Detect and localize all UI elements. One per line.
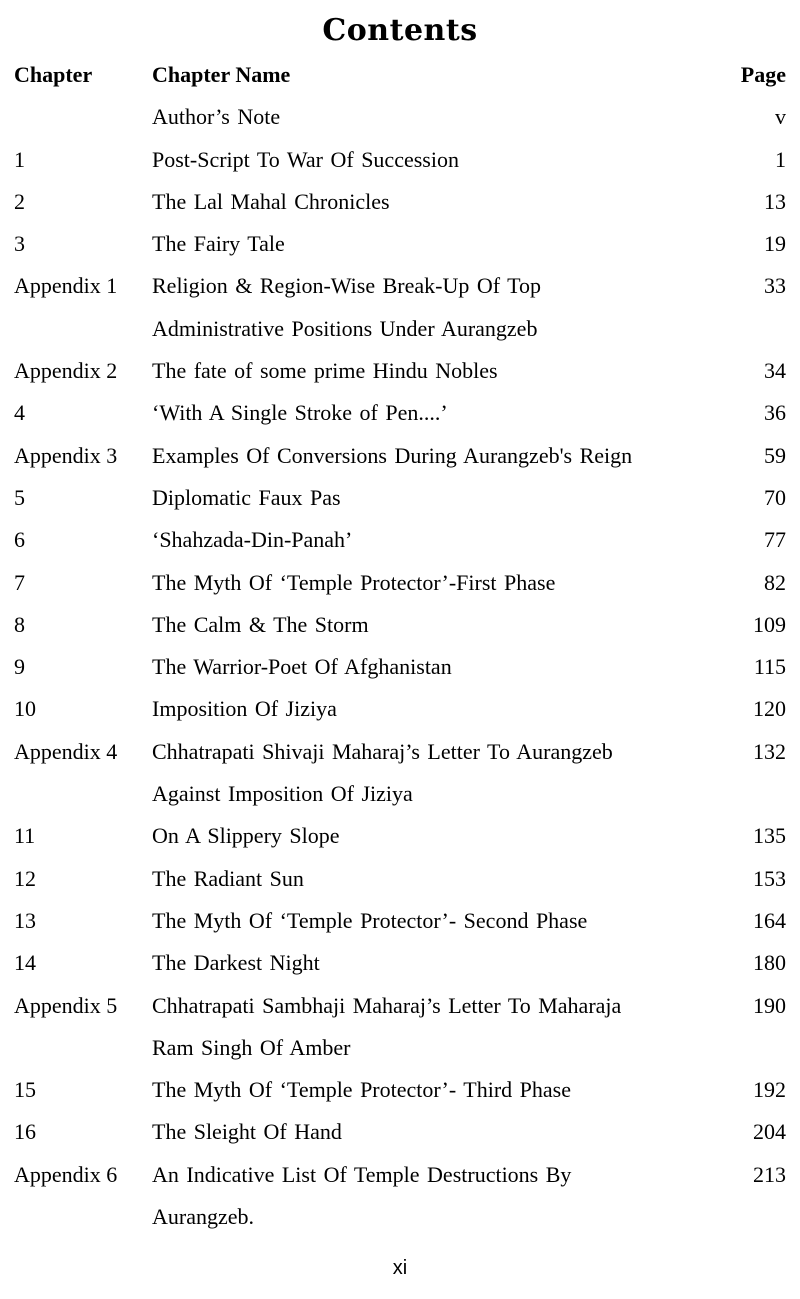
page-cell: 115 bbox=[753, 654, 786, 680]
chapter-cell: 13 bbox=[14, 907, 36, 933]
chapter-cell: 15 bbox=[14, 1077, 36, 1103]
toc-row-appendix2 bbox=[14, 350, 786, 392]
chapter-name-line: An Indicative List Of Temple Destructions By bbox=[152, 1161, 572, 1187]
toc-row-appendix5 bbox=[14, 985, 786, 1070]
page-cell: 34 bbox=[764, 358, 786, 384]
chapter-name-line: The Sleight Of Hand bbox=[152, 1119, 342, 1145]
folio-page-number: xi bbox=[392, 1257, 408, 1279]
name-cell bbox=[152, 985, 722, 1070]
chapter-cell: 7 bbox=[14, 569, 25, 595]
page-cell: 33 bbox=[764, 273, 786, 299]
chapter-name-line: Author’s Note bbox=[152, 104, 281, 130]
toc-row-ch16 bbox=[14, 1111, 786, 1153]
chapter-cell: 6 bbox=[14, 527, 25, 553]
chapter-name-line: The Lal Mahal Chronicles bbox=[152, 188, 390, 214]
toc-header-row bbox=[14, 54, 786, 96]
page-cell: 135 bbox=[753, 823, 786, 849]
toc-row-ch13 bbox=[14, 900, 786, 942]
name-cell bbox=[152, 815, 722, 857]
page-cell: 164 bbox=[753, 907, 786, 933]
toc-row-ch10 bbox=[14, 688, 786, 730]
chapter-name-line: On A Slippery Slope bbox=[152, 823, 340, 849]
chapter-cell: 11 bbox=[14, 823, 36, 849]
chapter-cell: 1 bbox=[14, 146, 25, 172]
chapter-cell: 2 bbox=[14, 188, 25, 214]
page-title: Contents bbox=[322, 13, 478, 48]
name-cell bbox=[152, 435, 722, 477]
toc-row-ch4 bbox=[14, 392, 786, 434]
chapter-name-line: Aurangzeb. bbox=[152, 1204, 255, 1230]
chapter-name-line: Ram Singh Of Amber bbox=[152, 1034, 351, 1060]
chapter-cell: Appendix 4 bbox=[14, 738, 118, 764]
chapter-cell: 12 bbox=[14, 865, 36, 891]
name-cell bbox=[152, 477, 722, 519]
name-cell bbox=[152, 1069, 722, 1111]
name-cell bbox=[152, 942, 722, 984]
chapter-cell: 8 bbox=[14, 611, 25, 637]
name-cell bbox=[152, 392, 722, 434]
toc-row-ch8 bbox=[14, 604, 786, 646]
header-chapter-label: Chapter bbox=[14, 62, 93, 87]
chapter-cell: Appendix 5 bbox=[14, 992, 118, 1018]
page-cell: 153 bbox=[753, 865, 786, 891]
page-cell: 109 bbox=[753, 611, 786, 637]
page-cell: 120 bbox=[753, 696, 786, 722]
toc-row-ch5 bbox=[14, 477, 786, 519]
name-cell bbox=[152, 223, 722, 265]
name-cell bbox=[152, 731, 722, 816]
name-cell bbox=[152, 562, 722, 604]
toc-row-appendix3 bbox=[14, 435, 786, 477]
toc-table bbox=[0, 54, 800, 1238]
name-cell bbox=[152, 900, 722, 942]
toc-row-ch15 bbox=[14, 1069, 786, 1111]
chapter-name-line: Administrative Positions Under Aurangzeb bbox=[152, 315, 538, 341]
chapter-name-line: The Calm & The Storm bbox=[152, 611, 369, 637]
toc-row-ch11 bbox=[14, 815, 786, 857]
name-cell bbox=[152, 139, 722, 181]
chapter-cell: 10 bbox=[14, 696, 36, 722]
name-cell bbox=[152, 265, 722, 350]
name-cell bbox=[152, 96, 722, 138]
name-cell bbox=[152, 1111, 722, 1153]
page-cell: 192 bbox=[753, 1077, 786, 1103]
chapter-cell: 14 bbox=[14, 950, 36, 976]
toc-row-authors-note bbox=[14, 96, 786, 138]
chapter-cell: Appendix 3 bbox=[14, 442, 118, 468]
toc-row-appendix6 bbox=[14, 1154, 786, 1239]
name-cell bbox=[152, 1154, 722, 1239]
chapter-name-line: The Radiant Sun bbox=[152, 865, 304, 891]
toc-row-ch14 bbox=[14, 942, 786, 984]
toc-row-appendix1 bbox=[14, 265, 786, 350]
page-cell: 213 bbox=[753, 1161, 786, 1187]
page-cell: 13 bbox=[764, 188, 786, 214]
chapter-name-line: The Myth Of ‘Temple Protector’- Second Phase bbox=[152, 907, 588, 933]
chapter-name-line: The Warrior-Poet Of Afghanistan bbox=[152, 654, 452, 680]
chapter-name-line: Chhatrapati Sambhaji Maharaj’s Letter To Maharaja bbox=[152, 992, 622, 1018]
page-cell: 1 bbox=[775, 146, 786, 172]
chapter-name-line: The Myth Of ‘Temple Protector’- Third Phase bbox=[152, 1077, 571, 1103]
chapter-name-line: Imposition Of Jiziya bbox=[152, 696, 337, 722]
page-cell: v bbox=[775, 104, 786, 130]
page-cell: 190 bbox=[753, 992, 786, 1018]
chapter-cell: Appendix 2 bbox=[14, 358, 118, 384]
name-cell bbox=[152, 604, 722, 646]
chapter-cell: 16 bbox=[14, 1119, 36, 1145]
name-cell bbox=[152, 519, 722, 561]
chapter-name-line: The Myth Of ‘Temple Protector’-First Phase bbox=[152, 569, 556, 595]
chapter-name-line: The Fairy Tale bbox=[152, 231, 285, 257]
chapter-name-line: ‘Shahzada-Din-Panah’ bbox=[152, 527, 353, 553]
toc-row-ch9 bbox=[14, 646, 786, 688]
chapter-name-line: The fate of some prime Hindu Nobles bbox=[152, 358, 498, 384]
page-cell: 70 bbox=[764, 484, 786, 510]
name-cell bbox=[152, 181, 722, 223]
page-cell: 36 bbox=[764, 400, 786, 426]
page-cell: 19 bbox=[764, 231, 786, 257]
page-cell: 82 bbox=[764, 569, 786, 595]
chapter-name-line: The Darkest Night bbox=[152, 950, 320, 976]
toc-row-ch3 bbox=[14, 223, 786, 265]
chapter-name-line: Post-Script To War Of Succession bbox=[152, 146, 459, 172]
page-cell: 77 bbox=[764, 527, 786, 553]
page-cell: 132 bbox=[753, 738, 786, 764]
toc-row-ch7 bbox=[14, 562, 786, 604]
chapter-name-line: ‘With A Single Stroke of Pen....’ bbox=[152, 400, 448, 426]
name-cell bbox=[152, 858, 722, 900]
chapter-cell: 9 bbox=[14, 654, 25, 680]
chapter-name-line: Against Imposition Of Jiziya bbox=[152, 781, 413, 807]
toc-row-ch6 bbox=[14, 519, 786, 561]
chapter-cell: 4 bbox=[14, 400, 25, 426]
chapter-cell: 5 bbox=[14, 484, 25, 510]
chapter-name-line: Religion & Region-Wise Break-Up Of Top bbox=[152, 273, 542, 299]
toc-row-appendix4 bbox=[14, 731, 786, 816]
chapter-name-line: Examples Of Conversions During Aurangzeb's Reign bbox=[152, 442, 633, 468]
chapter-cell: Appendix 6 bbox=[14, 1161, 118, 1187]
chapter-name-line: Diplomatic Faux Pas bbox=[152, 484, 341, 510]
page-cell: 204 bbox=[753, 1119, 786, 1145]
name-cell bbox=[152, 688, 722, 730]
toc-row-ch1 bbox=[14, 139, 786, 181]
toc-row-ch2 bbox=[14, 181, 786, 223]
chapter-name-line: Chhatrapati Shivaji Maharaj’s Letter To Aurangzeb bbox=[152, 738, 613, 764]
name-cell bbox=[152, 350, 722, 392]
header-name-label: Chapter Name bbox=[152, 62, 291, 87]
chapter-cell: Appendix 1 bbox=[14, 273, 118, 299]
header-page-label: Page bbox=[740, 62, 786, 87]
page-cell: 180 bbox=[753, 950, 786, 976]
toc-row-ch12 bbox=[14, 858, 786, 900]
chapter-cell: 3 bbox=[14, 231, 25, 257]
page-cell: 59 bbox=[764, 442, 786, 468]
name-cell bbox=[152, 646, 722, 688]
